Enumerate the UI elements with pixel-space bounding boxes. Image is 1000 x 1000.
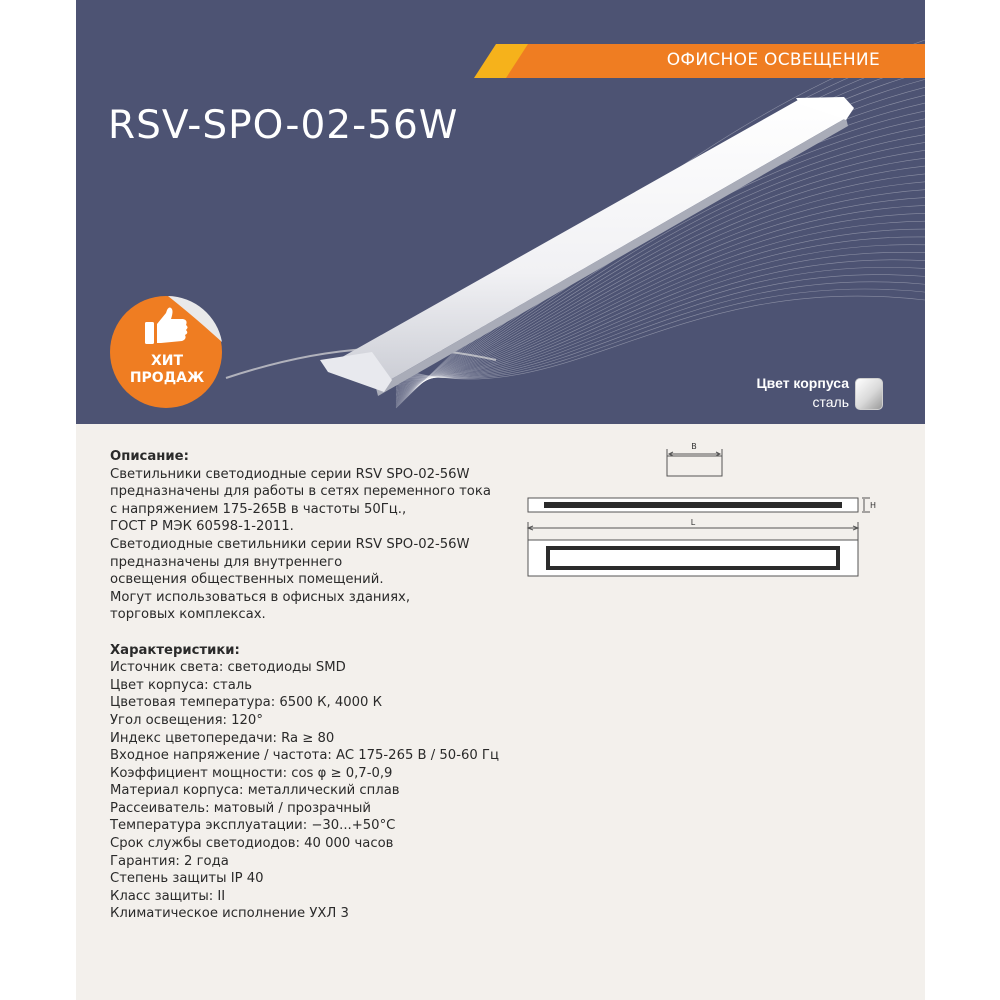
- description-line: с напряжением 175-265В в частоты 50Гц.,: [110, 501, 407, 517]
- spec-line: Входное напряжение / частота: AC 175-265 В / 50-60 Гц: [110, 748, 499, 764]
- spec-line: Коэффициент мощности: cos φ ≥ 0,7-0,9: [110, 765, 393, 781]
- description-line: ГОСТ Р МЭК 60598-1-2011.: [110, 519, 294, 535]
- spec-line: Цвет корпуса: сталь: [110, 677, 253, 693]
- spec-line: Класс защиты: II: [110, 888, 226, 904]
- spec-line: Гарантия: 2 года: [110, 853, 229, 869]
- bestseller-badge: [108, 292, 226, 410]
- description-line: Светильники светодиодные серии RSV SPO-02-56W: [110, 466, 470, 482]
- description-heading: Описание:: [110, 449, 189, 464]
- body-color-value: сталь: [812, 394, 849, 410]
- side-view: [528, 498, 870, 512]
- spec-line: Индекс цветопередачи: Ra ≥ 80: [110, 730, 335, 746]
- spec-line: Цветовая температура: 6500 К, 4000 К: [110, 695, 382, 711]
- body-color-swatch: [855, 378, 883, 410]
- top-view: [528, 540, 858, 576]
- description-line: Светодиодные светильники серии RSV SPO-02-56W: [110, 536, 470, 552]
- description-line: предназначены для внутреннего: [110, 554, 343, 570]
- dimension-label-b: B: [691, 442, 697, 451]
- description-line: торговых комплексах.: [110, 607, 266, 623]
- spec-line: Источник света: светодиоды SMD: [110, 660, 346, 676]
- spec-line: Материал корпуса: металлический сплав: [110, 783, 400, 799]
- text-block: [110, 448, 530, 923]
- description-line: освещения общественных помещений.: [110, 572, 384, 588]
- description-line: Могут использоваться в офисных зданиях,: [110, 589, 411, 605]
- badge-label-line1: ХИТ: [150, 353, 184, 369]
- badge-label-line2: ПРОДАЖ: [129, 370, 205, 386]
- dimension-drawing: [520, 436, 877, 581]
- spec-line: Климатическое исполнение УХЛ 3: [110, 906, 349, 922]
- dimension-label-h: H: [870, 501, 877, 510]
- specs-heading: Характеристики:: [110, 642, 240, 658]
- spec-line: Угол освещения: 120°: [110, 712, 263, 728]
- spec-line: Рассеиватель: матовый / прозрачный: [110, 800, 371, 816]
- spec-line: Температура эксплуатации: −30...+50°С: [110, 818, 396, 834]
- spec-line: Степень защиты IP 40: [110, 871, 264, 887]
- spec-line: Срок службы светодиодов: 40 000 часов: [110, 836, 394, 852]
- end-view: [667, 449, 722, 476]
- description-line: предназначены для работы в сетях переменного тока: [110, 484, 491, 500]
- body-color-label: Цвет корпуса: [756, 375, 849, 391]
- dimension-label-l: L: [690, 518, 696, 527]
- product-title: RSV-SPO-02-56W: [108, 103, 459, 148]
- category-banner-text: ОФИСНОЕ ОСВЕЩЕНИЕ: [666, 50, 880, 70]
